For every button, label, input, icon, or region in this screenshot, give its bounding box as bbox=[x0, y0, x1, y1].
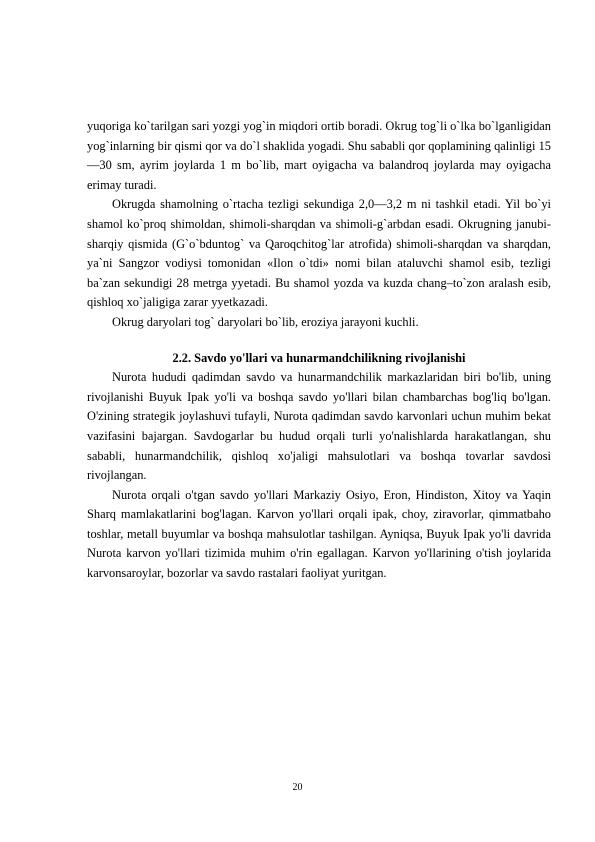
paragraph-wind: Okrugda shamolning o`rtacha tezligi sekundiga 2,0—3,2 m ni tashkil etadi. Yil bo`yi shamol ko`proq shimoldan, shimoli-sharqdan va shimoli-g`arbdan esadi. Okrugning janubi-sharqiy qismida (G`o`bduntog` va Qaroqchitog`lar atrofida) shimoli-sharqdan va sharqdan, ya`ni Sangzor vodiysi tomonidan «Ilon o`tdi» nomi bilan ataluvchi shamol esib, tezligi ba`zan sekundigi 28 metrga yyetadi. Bu shamol yozda va kuzda chang–to`zon aralash esib, qishloq xo`jaligiga zarar yyetkazadi. bbox=[87, 197, 551, 310]
paragraph-climate-precipitation: yuqoriga ko`tarilgan sari yozgi yog`in miqdori ortib boradi. Okrug tog`li o`lka bo`lganligidan yog`inlarning bir qismi qor va do`l shaklida yogadi. Shu sababli qor qoplamining qalinligi 15—30 sm, ayrim joylarda 1 m bo`lib, mart oyigacha va balandroq joylarda may oyigacha erimay turadi. bbox=[87, 119, 551, 192]
paragraph-rivers: Okrug daryolari tog` daryolari bo`lib, eroziya jarayoni kuchli. bbox=[112, 314, 419, 329]
page-number: 20 bbox=[292, 782, 303, 793]
document-page bbox=[87, 117, 551, 584]
paragraph-trade-routes: Nurota orqali o'tgan savdo yo'llari Markaziy Osiyo, Eron, Hindiston, Xitoy va Yaqin Sharq mamlakatlarini bog'lagan. Karvon yo'llari orqali ipak, choy, ziravorlar, qimmatbaho toshlar, metall buyumlar va boshqa mahsulotlar tashilgan. Ayniqsa, Buyuk Ipak yo'li davrida Nurota karvon yo'llari tizimida muhim o'rin egallagan. Karvon yo'llarining o'tish joylarida karvonsaroylar, bozorlar va savdo rastalari faoliyat yuritgan. bbox=[87, 487, 551, 581]
paragraph-trade-center: Nurota hududi qadimdan savdo va hunarmandchilik markazlaridan biri bo'lib, uning rivojlanishi Buyuk Ipak yo'li va boshqa savdo yo'llari bilan chambarchas bog'liq bo'lgan. O'zining strategik joylashuvi tufayli, Nurota qadimdan savdo karvonlari uchun muhim bekat vazifasini bajargan. Savdogarlar bu hudud orqali turli yo'nalishlarda harakatlangan, shu sababli, hunarmandchilik, qishloq xo'jaligi mahsulotlari va boshqa tovarlar savdosi rivojlangan. bbox=[87, 370, 551, 483]
section-heading: 2.2. Savdo yo'llari va hunarmandchilikning rivojlanishi bbox=[172, 350, 466, 365]
